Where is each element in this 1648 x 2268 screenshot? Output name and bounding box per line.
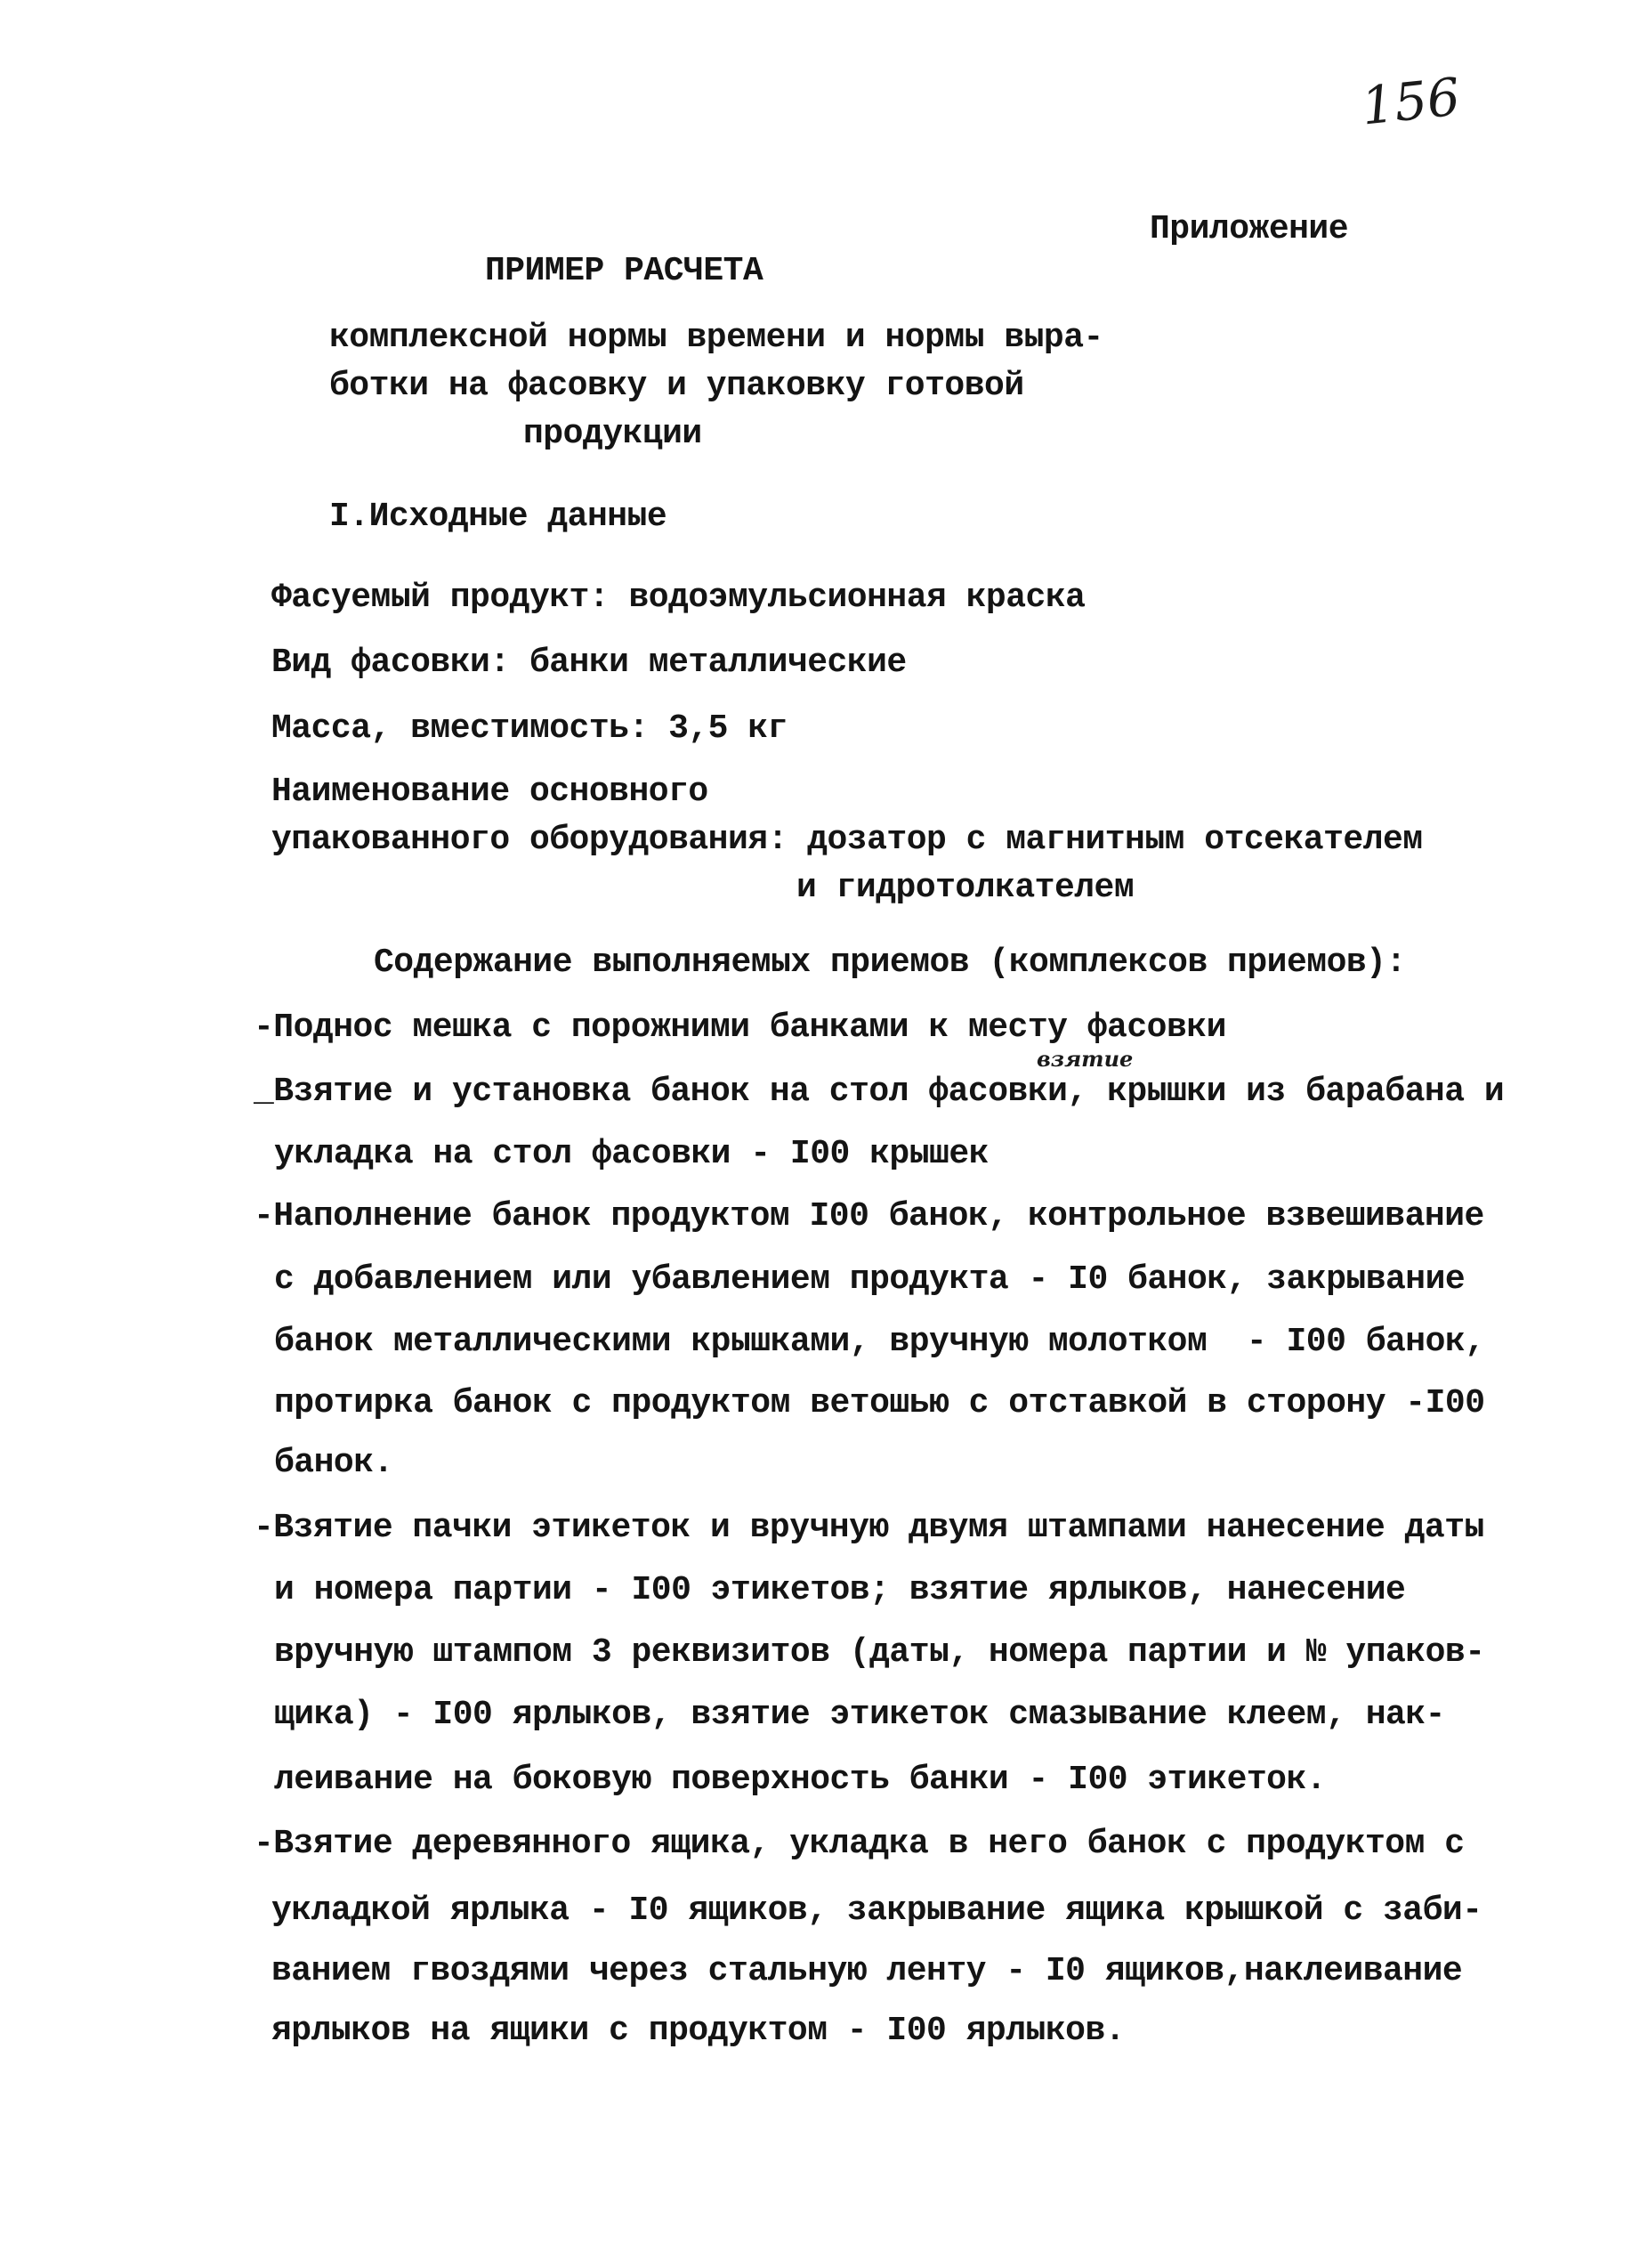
body-line: -Наполнение банок продуктом I00 банок, контрольное взвешивание xyxy=(254,1197,1484,1235)
param-line: Масса, вместимость: 3,5 кг xyxy=(271,709,788,748)
handwritten-insert: взятие xyxy=(1037,1046,1134,1072)
appendix-label: Приложение xyxy=(1150,210,1349,248)
body-line: банок. xyxy=(274,1444,393,1482)
body-line: леивание на боковую поверхность банки - I00 этикеток. xyxy=(274,1761,1327,1799)
body-line: и номера партии - I00 этикетов; взятие ярлыков, нанесение xyxy=(274,1571,1406,1609)
body-line: -Поднос мешка с порожними банками к месту фасовки xyxy=(254,1008,1226,1047)
page-number: 156 xyxy=(1358,66,1463,137)
body-line: ярлыков на ящики с продуктом - I00 ярлыков. xyxy=(271,2012,1126,2050)
body-line: _Взятие и установка банок на стол фасовки, крышки из барабана и xyxy=(254,1073,1505,1111)
subtitle-line: продукции xyxy=(523,415,702,453)
body-line: протирка банок с продуктом ветошью с отставкой в сторону -I00 xyxy=(274,1384,1485,1422)
body-line: вручную штампом 3 реквизитов (даты, номера партии и № упаков- xyxy=(274,1633,1485,1672)
content-heading: Содержание выполняемых приемов (комплексов приемов): xyxy=(374,944,1406,982)
body-line: -Взятие пачки этикеток и вручную двумя штампами нанесение даты xyxy=(254,1509,1484,1547)
param-line: и гидротолкателем xyxy=(796,869,1135,907)
body-line: щика) - I00 ярлыков, взятие этикеток смазывание клеем, нак- xyxy=(274,1696,1445,1734)
document-title: ПРИМЕР РАСЧЕТА xyxy=(485,252,763,290)
param-line: Фасуемый продукт: водоэмульсионная краска xyxy=(271,579,1086,617)
section-heading: I.Исходные данные xyxy=(329,498,667,536)
body-line: укладкой ярлыка - I0 ящиков, закрывание ящика крышкой с заби- xyxy=(271,1891,1482,1930)
param-line: Наименование основного xyxy=(271,773,708,811)
body-line: ванием гвоздями через стальную ленту - I0 ящиков,наклеивание xyxy=(271,1952,1463,1990)
subtitle-line: ботки на фасовку и упаковку готовой xyxy=(329,367,1024,405)
body-line: -Взятие деревянного ящика, укладка в него банок с продуктом с xyxy=(254,1825,1465,1863)
body-line: с добавлением или убавлением продукта - I0 банок, закрывание xyxy=(274,1260,1466,1299)
param-line: упакованного оборудования: дозатор с магнитным отсекателем xyxy=(271,821,1423,859)
subtitle-line: комплексной нормы времени и нормы выра- xyxy=(329,319,1103,357)
param-line: Вид фасовки: банки металлические xyxy=(271,644,907,682)
body-line: банок металлическими крышками, вручную молотком - I00 банок, xyxy=(274,1323,1485,1361)
body-line: укладка на стол фасовки - I00 крышек xyxy=(274,1135,989,1173)
